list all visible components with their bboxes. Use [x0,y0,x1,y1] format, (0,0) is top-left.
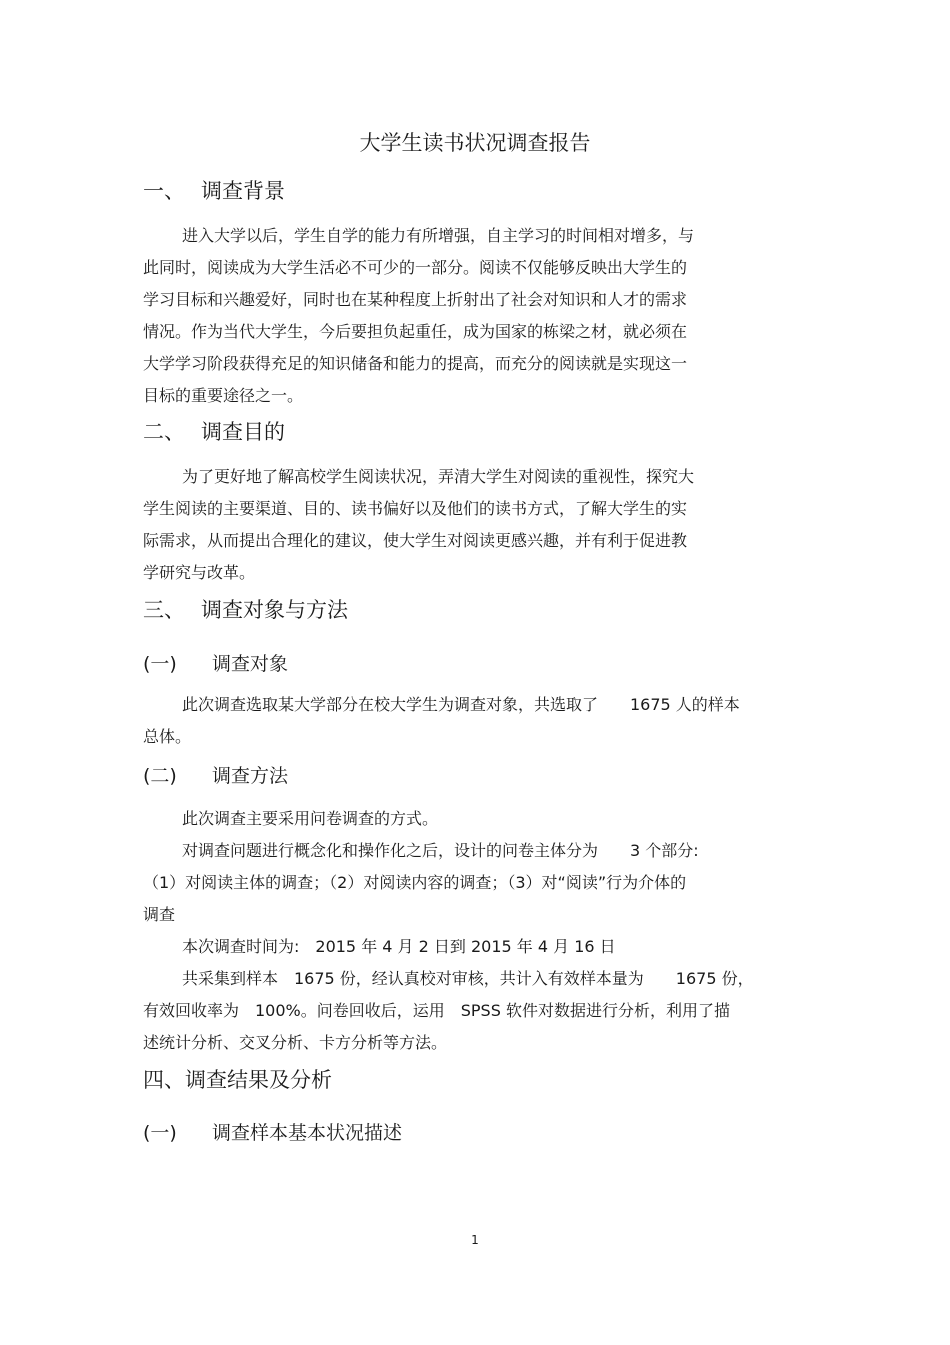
paragraph-background [143,220,803,412]
text-line: （1）对阅读主体的调查；（2）对阅读内容的调查；（3）对“阅读”行为介体的 [143,873,687,892]
text-line: 学习目标和兴趣爱好，同时也在某种程度上折射出了社会对知识和人才的需求 [143,290,688,309]
text-line: 此同时，阅读成为大学生活必不可少的一部分。阅读不仅能够反映出大学生的 [143,258,688,277]
document-title: 大学生读书状况调查报告 [359,131,591,155]
text-line: 对调查问题进行概念化和操作化之后，设计的问卷主体分为 3 个部分: [182,841,699,860]
text-line: 共采集到样本 1675 份，经认真校对审核，共计入有效样本量为 1675 份， [182,969,754,988]
text-line: 情况。作为当代大学生，今后要担负起重任，成为国家的栋梁之材，就必须在 [143,322,688,341]
paragraph-subjects [143,689,803,753]
text-line: 调查 [143,905,176,924]
text-line: 际需求，从而提出合理化的建议，使大学生对阅读更感兴趣，并有利于促进教 [143,531,688,550]
text-line: 此次调查选取某大学部分在校大学生为调查对象，共选取了 1675 人的样本 [182,695,740,714]
paragraph-methods [143,803,803,1059]
page-number: 1 [471,1233,479,1247]
subsection-heading-subjects [143,650,288,678]
text-line: 述统计分析、交叉分析、卡方分析等方法。 [143,1033,448,1052]
text-line: 为了更好地了解高校学生阅读状况，弄清大学生对阅读的重视性，探究大 [182,467,695,486]
text-line: 学研究与改革。 [143,563,256,582]
section-title: 调查对象与方法 [201,598,348,622]
subsection-title: 调查样本基本状况描述 [212,1122,403,1144]
subsection-number: (一) [143,653,177,675]
subsection-number: (一) [143,1122,177,1144]
paragraph-purpose [143,461,803,589]
section-title: 四、调查结果及分析 [143,1068,332,1092]
subsection-title: 调查方法 [212,765,289,787]
section-title: 调查背景 [201,179,285,203]
text-line: 大学学习阶段获得充足的知识储备和能力的提高，而充分的阅读就是实现这一 [143,354,688,373]
text-line: 本次调查时间为: 2015 年 4 月 2 日到 2015 年 4 月 16 日 [182,937,616,956]
section-number: 一、 [143,179,185,203]
section-heading-subjects-methods [143,595,348,625]
text-line: 总体。 [143,727,192,746]
subsection-heading-sample-description [143,1119,402,1147]
text-line: 有效回收率为 100%。问卷回收后，运用 SPSS 软件对数据进行分析，利用了描 [143,1001,730,1020]
section-number: 二、 [143,420,185,444]
section-heading-background [143,176,285,206]
text-line: 学生阅读的主要渠道、目的、读书偏好以及他们的读书方式，了解大学生的实 [143,499,688,518]
text-line: 进入大学以后，学生自学的能力有所增强，自主学习的时间相对增多，与 [182,226,695,245]
subsection-number: (二) [143,765,177,787]
section-heading-results [143,1065,332,1095]
subsection-heading-methods [143,762,288,790]
text-line: 此次调查主要采用问卷调查的方式。 [182,809,439,828]
section-heading-purpose [143,417,285,447]
subsection-title: 调查对象 [212,653,289,675]
section-title: 调查目的 [201,420,285,444]
text-line: 目标的重要途径之一。 [143,386,304,405]
section-number: 三、 [143,598,185,622]
